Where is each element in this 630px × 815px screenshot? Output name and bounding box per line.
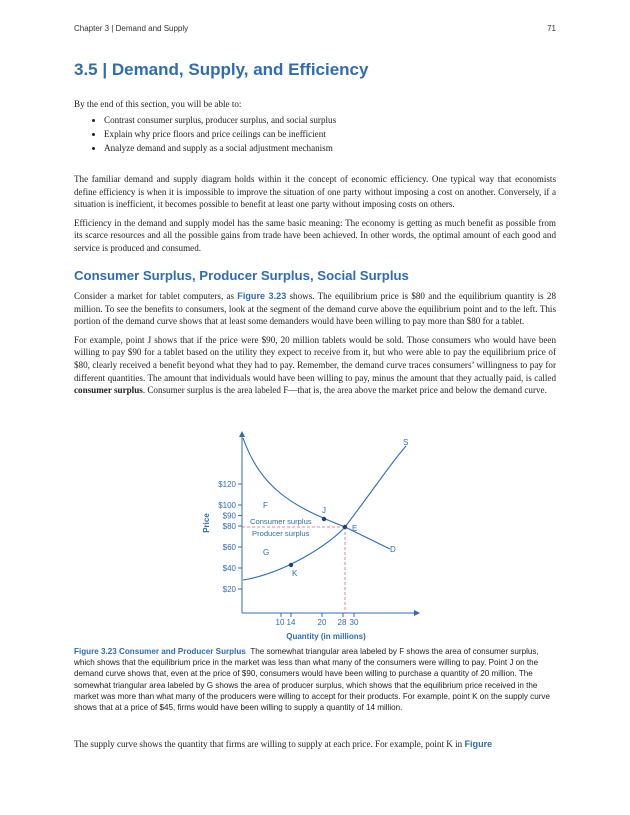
producer-surplus-annotation: Producer surplus <box>252 529 310 538</box>
x-ticks <box>281 613 354 617</box>
y-tick-label: $100 <box>218 501 236 510</box>
chapter-label: Chapter 3 | Demand and Supply <box>74 24 189 33</box>
supply-label: S <box>403 438 409 447</box>
figure-caption <box>74 646 556 713</box>
figure-link[interactable]: Figure 3.23 <box>237 291 287 301</box>
caption-text: The somewhat triangular area labeled by F shows the area of consumer surplus, which shows that the equilibrium price in the market was less than what many of the consumers were willing to pay. Point J on the demand curve shows that, even at the price of $90, consumers would have been willing to purchase a quantity of 20 million. The somewhat triangular area labeled by G shows the area of producer surplus, which shows that the equilibrium price received in the market was more than what many of the producers were willing to accept for their products. For example, point K on the supply curve shows that at a price of $45, firms would have been willing to supply a quantity of 14 million. <box>74 647 550 713</box>
y-tick-label: $20 <box>222 585 236 594</box>
objective-item: • Explain why price floors and price ceilings can be inefficient <box>104 127 556 141</box>
x-tick-label: 28 <box>337 618 347 627</box>
point-k-marker <box>289 563 293 567</box>
paragraph-tablet-market <box>74 290 556 328</box>
objective-item: • Analyze demand and supply as a social adjustment mechanism <box>104 141 556 155</box>
area-f-label: F <box>263 501 268 510</box>
page-number: 71 <box>547 24 556 33</box>
paragraph-text: . Consumer surplus is the area labeled F—that is, the area above the market price and below the demand curve. <box>142 385 547 396</box>
y-tick-label: $120 <box>218 480 236 489</box>
key-term: consumer surplus <box>74 385 143 396</box>
paragraph-text: For example, point J shows that if the price were $90, 20 million tablets would be sold. Those consumers who would have been willing to pay $90 for a tablet based on the utility they expect to receive from it, but who were able to pay the equilibrium price of $80, clearly received a benefit beyond what they had to pay. Remember, the demand curve traces consumers’ willingness to pay for different quantities. The amount that individuals would have been willing to pay, minus the amount that they actually paid, is called <box>74 334 556 383</box>
point-label: J <box>322 506 326 515</box>
point-j-marker <box>322 517 326 521</box>
point-e-marker <box>343 525 347 529</box>
surplus-chart <box>186 428 426 643</box>
x-axis-title: Quantity (in millions) <box>286 632 366 641</box>
section-title: 3.5 | Demand, Supply, and Efficiency <box>74 60 369 79</box>
y-tick-label: $80 <box>222 522 236 531</box>
figure-link[interactable]: Figure <box>464 739 493 749</box>
body-text-surplus <box>74 290 556 397</box>
y-axis-title: Price <box>202 513 211 533</box>
y-ticks <box>238 484 242 589</box>
y-tick-label: $90 <box>222 511 236 521</box>
objective-item: • Contrast consumer surplus, producer surplus, and social surplus <box>104 113 556 127</box>
area-g-label: G <box>263 548 270 557</box>
paragraph-text: Consider a market for tablet computers, as <box>74 291 238 301</box>
paragraph-text: shows. The equilibrium price is $80 and the equilibrium quantity is 28 million. To see the benefits to consumers, look at the segment of the demand curve above the equilibrium point and to the left. This portion of the demand curve shows that at least some demanders would have been willing to pay more than $80 for a tablet. <box>74 291 556 327</box>
running-header <box>74 24 556 33</box>
body-text-top <box>74 173 556 255</box>
caption-title: Figure 3.23 Consumer and Producer Surplus <box>74 647 246 656</box>
learning-objectives <box>74 98 556 156</box>
paragraph-supply-curve <box>74 738 556 751</box>
x-tick-label: 14 <box>286 618 296 627</box>
demand-label: D <box>390 545 396 554</box>
x-tick-label: 10 <box>275 618 285 627</box>
paragraph-efficiency-definition: The familiar demand and supply diagram holds within it the concept of economic efficiency. One typical way that economists define efficiency is when it is impossible to improve the situation of one party without imposing a cost on another. Conversely, if a situation is inefficient, it becomes possible to benefit at least one party without imposing costs on others. <box>74 174 556 210</box>
paragraph-text: The supply curve shows the quantity that firms are willing to supply at each price. For example, point K in <box>74 739 465 749</box>
objectives-list <box>74 113 556 156</box>
objectives-intro: By the end of this section, you will be able to: <box>74 99 242 109</box>
consumer-surplus-annotation: Consumer surplus <box>250 517 312 526</box>
paragraph-consumer-surplus <box>74 334 556 397</box>
point-label: K <box>292 569 298 578</box>
y-tick-label: $60 <box>222 543 236 552</box>
paragraph-efficiency-model: Efficiency in the demand and supply model has the same basic meaning: The economy is getting as much benefit as possible from its scarce resources and all the possible gains from trade have been achieved. In other words, the optimal amount of each good and service is produced and consumed. <box>74 217 556 253</box>
body-text-bottom <box>74 738 556 751</box>
x-tick-label: 30 <box>349 618 359 627</box>
y-tick-label: $40 <box>222 564 236 573</box>
y-axis-arrow-icon <box>239 431 245 437</box>
point-label: E <box>352 524 358 533</box>
x-tick-label: 20 <box>317 618 327 627</box>
subsection-title: Consumer Surplus, Producer Surplus, Social Surplus <box>74 268 409 283</box>
x-axis-arrow-icon <box>414 610 420 616</box>
